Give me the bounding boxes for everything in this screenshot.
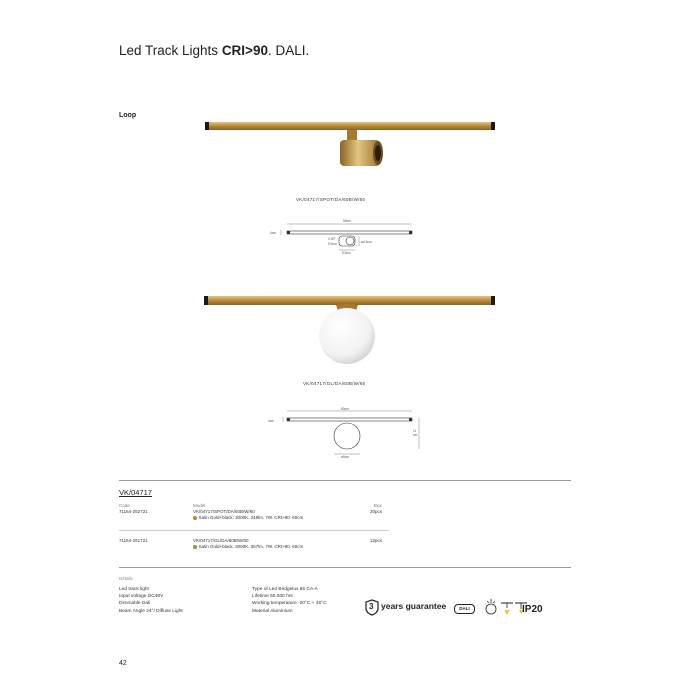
title-main: Led Track Lights [119,43,222,58]
row1-code: 71164-252721 [119,509,148,514]
dim-angle-1: 0-90° [328,237,336,241]
globe-track-light-image [200,290,500,370]
title-bold: CRI>90 [221,43,268,58]
model-title: VK/04717 [119,488,152,497]
row1-model: VK/04717/SPOT/DA/60B/W/60 [193,509,255,514]
track-bar [209,122,491,130]
details-heading: Details [119,576,133,581]
page-title [119,43,309,58]
guarantee-text: years guarantee [381,601,447,611]
col-box-header: Box [374,503,382,508]
spec-item: Dimmable Dali [119,601,151,607]
dim-length-1: 60cm [343,219,351,223]
ip-rating: IP20 [522,604,543,615]
dim-diameter-2: ø9cm [341,455,349,459]
dali-badge [454,604,475,614]
spec-item: Led track light [119,587,149,592]
spec-item: Type of Led Bridgelux 65 CA-A [252,587,318,592]
spec-item: Working temperature -20°C + 45°C [252,601,327,607]
col-code-header: Code [119,503,130,508]
finish-swatch [193,545,197,549]
dim-drop-2: 11 cm [413,429,418,437]
spec-item: Lifetime 50.000 hrs [252,594,293,600]
spec-item: Input voltage DC48V [119,594,164,600]
row2-code: 71164-251721 [119,538,148,543]
page-number: 42 [119,660,127,667]
details-right [252,586,327,615]
row2-model: VK/04717/GL/DA/60B/W/60 [193,538,249,543]
spot-beam-icon [500,601,514,617]
spec-item: Beam Angle 24°/ Diffuse Light [119,608,183,614]
dim-bodylen-1: 5.5cm [342,251,351,255]
section-label: Loop [119,112,137,119]
section-divider [119,480,571,481]
glass-globe [319,308,375,364]
dali-label: DALI [459,606,470,611]
dim-length-2: 60cm [341,407,349,411]
row1-desc-wrap [193,515,303,520]
details-divider [119,567,571,568]
dim-diameter-1: ø4.5cm [361,240,372,244]
dim-offset-1: 5.5cm [328,242,337,246]
row2-desc-wrap [193,544,303,549]
row2-box: 12pcs [370,538,383,543]
svg-text:.: . [490,614,492,618]
details-left [119,586,183,615]
dim-height-2: 4cm [268,419,275,423]
dim-height-1: 4cm [270,231,277,235]
row1-box: 20pcs [370,509,383,514]
track-end-left [205,122,209,130]
dimmer-icon [484,598,498,618]
title-tail: . DALI. [267,43,310,58]
spec-item: Material Aluminium [252,608,293,614]
row1-desc: Satin Gold+black. 3000K. 348lm. 7W. CRI>90. 60cm [198,515,304,520]
row-divider [119,530,389,531]
track-bar-2 [208,296,491,305]
product2-code: VK/04717/GL/DA/60B/W/60 [303,381,366,386]
track-end-right [491,122,495,130]
spot-arm [347,130,357,140]
col-model-header: Model [193,503,206,508]
guarantee-number: 3 [369,602,374,611]
spot-track-light-image [200,110,500,190]
finish-swatch [193,516,197,520]
row2-desc: Satin Gold+black. 3000K. 357lm. 7W. CRI>90. 60cm [198,544,304,549]
product1-code: VK/04717/SPOT/DA/60B/W/60 [296,197,366,202]
